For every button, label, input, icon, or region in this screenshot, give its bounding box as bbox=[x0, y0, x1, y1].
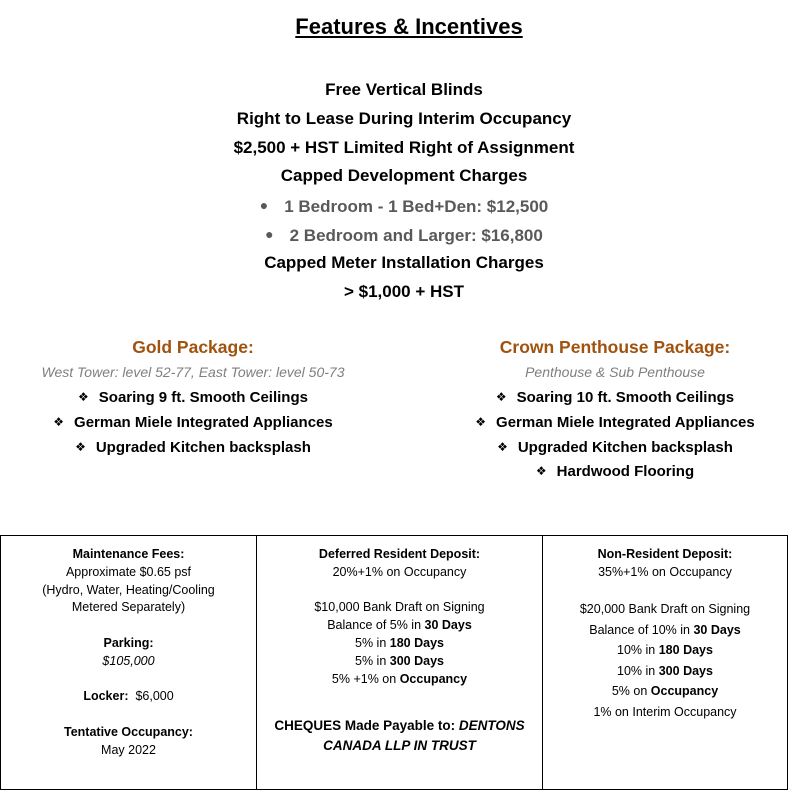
diamond-bullet-icon: ❖ bbox=[53, 414, 65, 429]
feature-item: Capped Development Charges bbox=[280, 166, 528, 186]
feature-item: Free Vertical Blinds bbox=[325, 80, 483, 99]
locker-row: Locker: $6,000 bbox=[83, 689, 174, 704]
bullet-icon: ● bbox=[265, 225, 274, 242]
gold-package-title: Gold Package: bbox=[132, 337, 254, 357]
package-item: ❖ German Miele Integrated Appliances bbox=[53, 413, 333, 431]
page-title: Features & Incentives bbox=[295, 14, 523, 39]
schedule-row: 5% in 180 Days bbox=[355, 635, 444, 650]
schedule-row: 5% in 300 Days bbox=[355, 653, 444, 668]
schedule-row: Balance of 5% in 30 Days bbox=[327, 618, 472, 633]
resident-deposit-title: Deferred Resident Deposit: bbox=[318, 547, 481, 561]
resident-signing: $10,000 Bank Draft on Signing bbox=[314, 600, 485, 615]
parking-title: Parking: bbox=[103, 635, 154, 650]
crown-package-title: Crown Penthouse Package: bbox=[499, 337, 731, 357]
dev-charge-item: ● 1 Bedroom - 1 Bed+Den: $12,500 bbox=[0, 191, 788, 220]
feature-item: Right to Lease During Interim Occupancy bbox=[236, 108, 572, 128]
package-item: ❖ Soaring 10 ft. Smooth Ceilings bbox=[495, 389, 735, 406]
diamond-bullet-icon: ❖ bbox=[497, 439, 508, 454]
package-item: ❖ Soaring 9 ft. Smooth Ceilings bbox=[78, 389, 308, 406]
diamond-bullet-icon: ❖ bbox=[535, 464, 547, 479]
meter-title: Capped Meter Installation Charges bbox=[264, 252, 544, 272]
gold-package bbox=[0, 334, 386, 459]
package-item: ❖ German Miele Integrated Appliances bbox=[475, 413, 755, 431]
non-resident-deposit-title: Non-Resident Deposit: bbox=[597, 547, 733, 561]
resident-deposit-summary: 20%+1% on Occupancy bbox=[332, 564, 467, 579]
cheques-payable: CHEQUES Made Payable to: DENTONS bbox=[274, 718, 525, 734]
schedule-row: 10% in 300 Days bbox=[617, 663, 713, 678]
meter-value: > $1,000 + HST bbox=[343, 281, 465, 301]
maintenance-title: Maintenance Fees: bbox=[72, 547, 185, 561]
features-list bbox=[0, 76, 788, 306]
resident-deposit-column bbox=[257, 536, 543, 789]
occupancy-value: May 2022 bbox=[101, 742, 156, 757]
diamond-bullet-icon: ❖ bbox=[78, 390, 89, 404]
maintenance-line: Metered Separately) bbox=[71, 600, 186, 615]
package-item: ❖ Upgraded Kitchen backsplash bbox=[75, 438, 311, 456]
parking-value: $105,000 bbox=[102, 653, 155, 668]
schedule-row: 5% on Occupancy bbox=[611, 684, 719, 699]
package-item: ❖ Upgraded Kitchen backsplash bbox=[497, 438, 733, 456]
schedule-row: 10% in 180 Days bbox=[617, 643, 713, 658]
diamond-bullet-icon: ❖ bbox=[75, 439, 86, 454]
maintenance-line: (Hydro, Water, Heating/Cooling bbox=[42, 582, 215, 597]
diamond-bullet-icon: ❖ bbox=[495, 390, 507, 404]
non-resident-deposit-column bbox=[543, 536, 787, 789]
non-resident-signing: $20,000 Bank Draft on Signing bbox=[579, 602, 751, 617]
occupancy-title: Tentative Occupancy: bbox=[64, 724, 193, 739]
maintenance-line: Approximate $0.65 psf bbox=[65, 564, 192, 579]
dev-charge-item: ● 2 Bedroom and Larger: $16,800 bbox=[0, 220, 788, 249]
gold-package-subtitle: West Tower: level 52-77, East Tower: level 50-73 bbox=[41, 364, 345, 380]
feature-item: $2,500 + HST Limited Right of Assignment bbox=[233, 137, 575, 157]
schedule-row: 1% on Interim Occupancy bbox=[593, 704, 737, 719]
diamond-bullet-icon: ❖ bbox=[475, 414, 487, 429]
fees-column bbox=[1, 536, 257, 789]
schedule-row: 5% +1% on Occupancy bbox=[331, 671, 468, 686]
non-resident-deposit-summary: 35%+1% on Occupancy bbox=[598, 564, 732, 579]
package-item: ❖ Hardwood Flooring bbox=[535, 463, 695, 481]
crown-package-subtitle: Penthouse & Sub Penthouse bbox=[525, 364, 705, 380]
crown-package bbox=[418, 334, 788, 484]
bullet-icon: ● bbox=[259, 197, 269, 214]
deposit-table bbox=[0, 535, 788, 790]
schedule-row: Balance of 10% in 30 Days bbox=[589, 622, 741, 637]
cheques-payee: CANADA LLP IN TRUST bbox=[323, 738, 476, 754]
